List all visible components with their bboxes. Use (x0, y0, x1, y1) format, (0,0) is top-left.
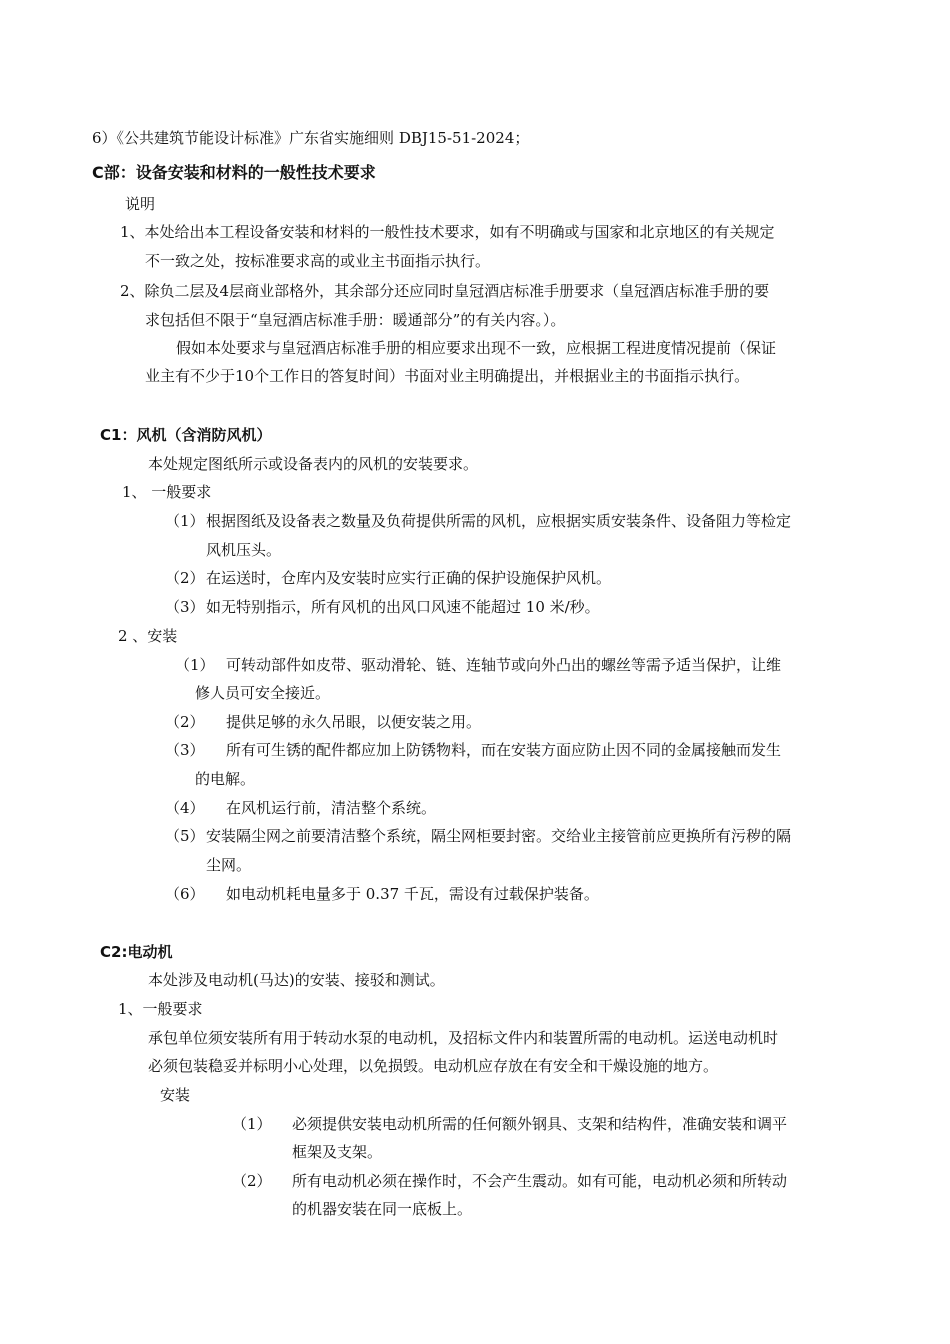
c1-general-2-number: （2） (165, 569, 205, 587)
c2-install-2-line-1: 所有电动机必须在操作时，不会产生震动。如有可能，电动机必须和所转动 (292, 1172, 788, 1190)
note-item-2-line-2: 求包括但不限于“皇冠酒店标准手册：暖通部分”的有关内容。）。 (145, 311, 566, 329)
c1-install-4: 在风机运行前，清洁整个系统。 (226, 799, 437, 817)
c1-general-1-line-1: 根据图纸及设备表之数量及负荷提供所需的风机，应根据实质安装条件、设备阻力等检定 (206, 512, 792, 530)
c1-install-6-number: （6） (165, 885, 205, 903)
c1-heading: C1：风机（含消防风机） (100, 426, 272, 444)
c1-general-2: 在运送时，仓库内及安装时应实行正确的保护设施保护风机。 (206, 569, 612, 587)
c1-install-1-line-2: 修人员可安全接近。 (195, 684, 331, 702)
c1-general-1-number: （1） (165, 512, 205, 530)
c1-install-3-line-1: 所有可生锈的配件都应加上防锈物料，而在安装方面应防止因不同的金属接触而发生 (226, 741, 782, 759)
c1-general-1-line-2: 风机压头。 (206, 541, 282, 559)
c2-install-2-line-2: 的机器安装在同一底板上。 (292, 1200, 473, 1218)
c2-paragraph-line-2: 必须包装稳妥并标明小心处理，以免损毁。电动机应存放在有安全和干燥设施的地方。 (148, 1057, 719, 1075)
c1-install-5-number: （5） (165, 827, 205, 845)
c1-install-1-line-1: 可转动部件如皮带、驱动滑轮、链、连轴节或向外凸出的螺丝等需予适当保护，让维 (226, 656, 782, 674)
note-item-1-line-2: 不一致之处，按标准要求高的或业主书面指示执行。 (145, 252, 491, 270)
c1-install-2: 提供足够的永久吊眼，以便安装之用。 (226, 713, 482, 731)
c1-intro: 本处规定图纸所示或设备表内的风机的安装要求。 (148, 455, 479, 473)
c1-install-4-number: （4） (165, 799, 205, 817)
c1-install-6: 如电动机耗电量多于 0.37 千瓦，需设有过载保护装备。 (226, 885, 599, 903)
c2-intro: 本处涉及电动机(马达)的安装、接驳和测试。 (148, 971, 445, 989)
c1-subheading-install: 2 、安装 (118, 627, 178, 645)
reference-item-6: 6）《公共建筑节能设计标准》广东省实施细则 DBJ15-51-2024； (92, 129, 530, 147)
c1-install-5-line-1: 安装隔尘网之前要清洁整个系统，隔尘网柜要封密。交给业主接管前应更换所有污秽的隔 (206, 827, 792, 845)
note-label: 说明 (125, 195, 156, 213)
c1-install-3-line-2: 的电解。 (195, 770, 256, 788)
c2-install-1-line-1: 必须提供安装电动机所需的任何额外钢具、支架和结构件，准确安装和调平 (292, 1115, 788, 1133)
c2-heading: C2:电动机 (100, 943, 173, 961)
c1-install-1-number: （1） (175, 656, 215, 674)
c1-general-3-number: （3） (165, 598, 205, 616)
c2-install-1-line-2: 框架及支架。 (292, 1143, 383, 1161)
c1-install-2-number: （2） (165, 713, 205, 731)
c2-install-label: 安装 (160, 1086, 191, 1104)
section-c-heading: C部：设备安装和材料的一般性技术要求 (92, 163, 376, 182)
c1-install-5-line-2: 尘网。 (206, 856, 252, 874)
note-item-2-line-1: 2、除负二层及4层商业部格外，其余部分还应同时皇冠酒店标准手册要求（皇冠酒店标准手册的要 (120, 282, 770, 300)
c1-subheading-general: 1、 一般要求 (122, 483, 212, 501)
c2-subheading-general: 1、一般要求 (118, 1000, 203, 1018)
c2-install-1-number: （1） (232, 1115, 272, 1133)
note-item-1-line-1: 1、本处给出本工程设备安装和材料的一般性技术要求，如有不明确或与国家和北京地区的有关规定 (120, 223, 775, 241)
c1-general-3: 如无特别指示，所有风机的出风口风速不能超过 10 米/秒。 (206, 598, 600, 616)
c1-install-3-number: （3） (165, 741, 205, 759)
note-paragraph-line-2: 业主有不少于10个工作日的答复时间）书面对业主明确提出，并根据业主的书面指示执行。 (145, 367, 750, 385)
c2-paragraph-line-1: 承包单位须安装所有用于转动水泵的电动机，及招标文件内和装置所需的电动机。运送电动机时 (148, 1029, 779, 1047)
note-paragraph-line-1: 假如本处要求与皇冠酒店标准手册的相应要求出现不一致，应根据工程进度情况提前（保证 (176, 339, 777, 357)
c2-install-2-number: （2） (232, 1172, 272, 1190)
